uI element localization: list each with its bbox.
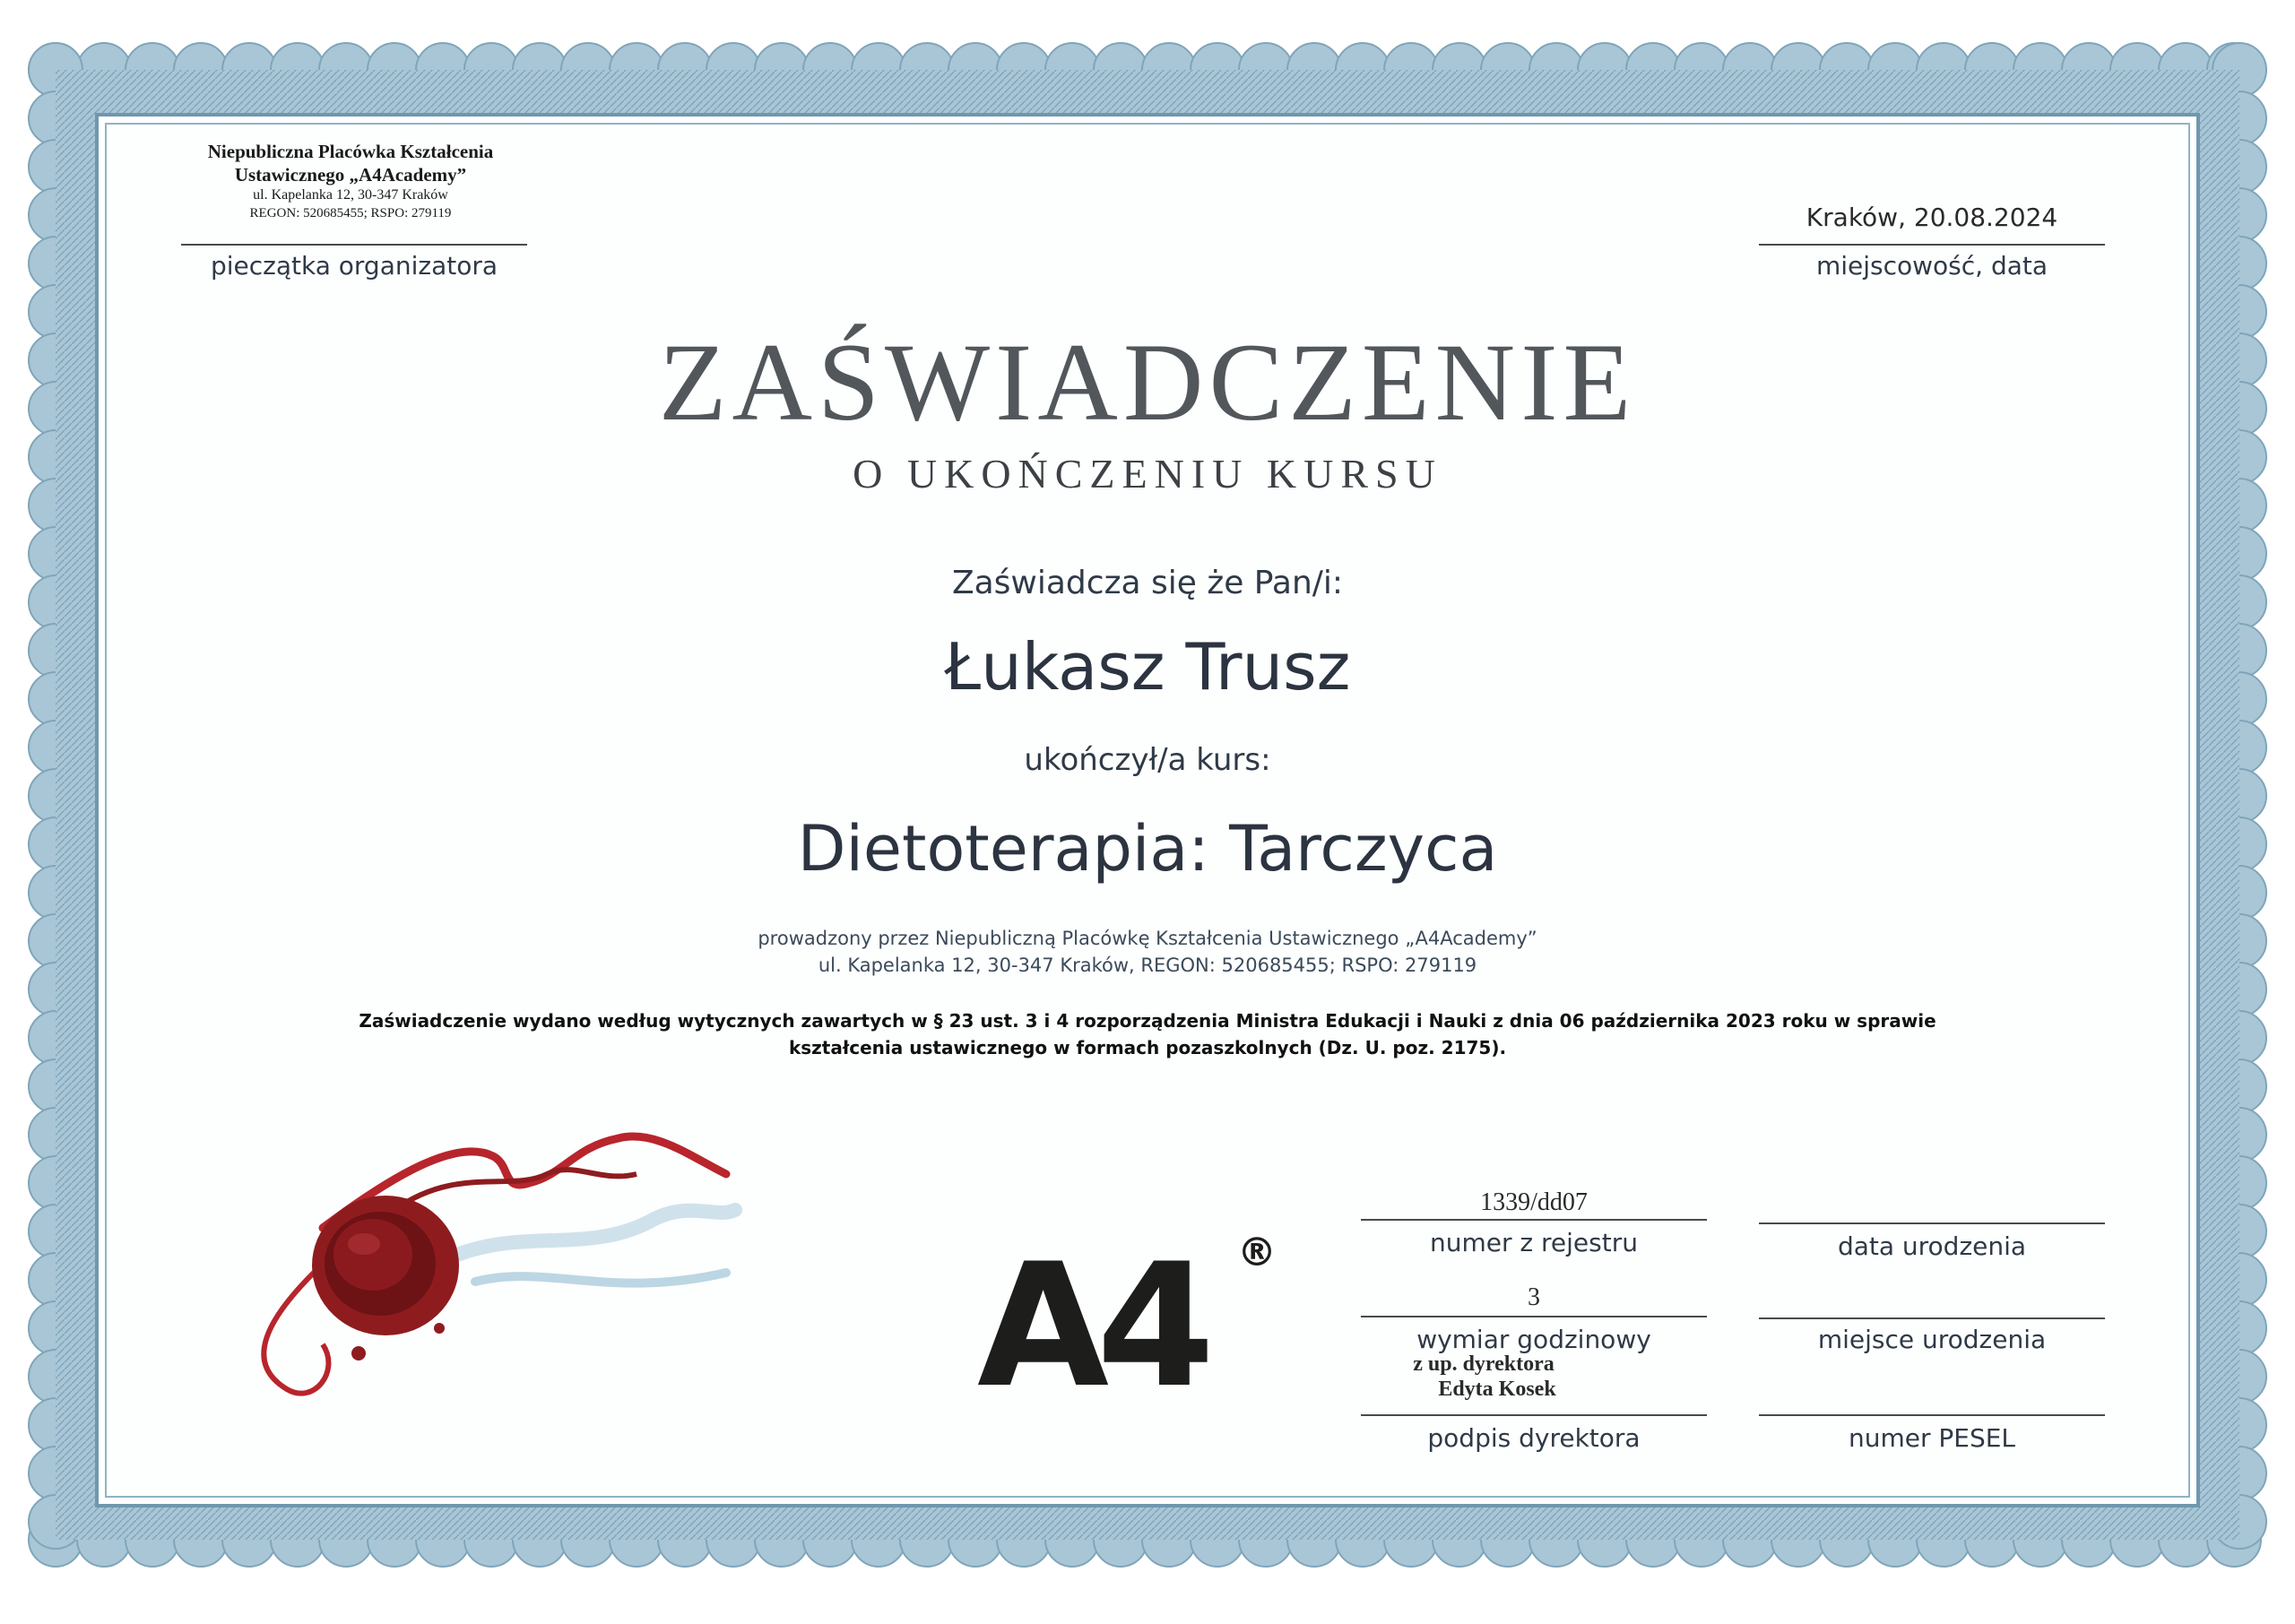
hours-underline [1361, 1316, 1707, 1317]
signature-caption: podpis dyrektora [1427, 1423, 1641, 1453]
birth-date-caption: data urodzenia [1837, 1231, 2027, 1261]
logo-text: A4 [977, 1227, 1203, 1425]
certificate-title: ZAŚWIADCZENIE [658, 321, 1637, 444]
register-number-caption: numer z rejestru [1430, 1228, 1638, 1257]
director-signature [1345, 1352, 1623, 1402]
a4-logo [977, 1227, 1277, 1425]
pesel-caption: numer PESEL [1848, 1423, 2016, 1453]
place-date-caption: miejscowość, data [1815, 251, 2048, 281]
stamp-line-2: Ustawicznego „A4Academy” [234, 164, 467, 186]
legal-basis [0, 1007, 2295, 1061]
birth-place-underline [1759, 1317, 2105, 1319]
stamp-caption: pieczątka organizatora [210, 251, 498, 281]
wax-seal-icon [188, 1120, 744, 1425]
registered-mark: ® [1237, 1230, 1277, 1275]
pesel-underline [1759, 1414, 2105, 1416]
legal-line-2: kształcenia ustawicznego w formach pozaszkolnych (Dz. U. poz. 2175). [788, 1037, 1507, 1058]
signature-line-2: Edyta Kosek [1438, 1378, 1556, 1401]
provider-line-2: ul. Kapelanka 12, 30-347 Kraków, REGON: 520685455; RSPO: 279119 [818, 955, 1477, 976]
register-number-value: 1339/dd07 [1480, 1188, 1588, 1216]
stamp-line-4: REGON: 520685455; RSPO: 279119 [249, 206, 452, 220]
birth-place-caption: miejsce urodzenia [1817, 1325, 2047, 1354]
certificate-subtitle: O UKOŃCZENIU KURSU [853, 451, 1442, 497]
stamp-line-3: ul. Kapelanka 12, 30-347 Kraków [253, 187, 448, 203]
recipient-name: Łukasz Trusz [944, 629, 1351, 704]
stamp-underline [181, 244, 527, 246]
birth-date-underline [1759, 1222, 2105, 1224]
signature-underline [1361, 1414, 1707, 1416]
legal-line-1: Zaświadczenie wydano według wytycznych zawartych w § 23 ust. 3 i 4 rozporządzenia Ministra Edukacji i Nauki z dnia 06 października 2023 roku w sprawie [359, 1010, 1936, 1032]
provider-info [0, 925, 2295, 979]
course-name: Dietoterapia: Tarczyca [797, 812, 1498, 885]
organizer-stamp [176, 140, 525, 222]
signature-line-1: z up. dyrektora [1413, 1352, 1555, 1376]
certify-line: Zaświadcza się że Pan/i: [951, 565, 1344, 601]
place-date-value: Kraków, 20.08.2024 [1806, 203, 2058, 232]
provider-line-1: prowadzony przez Niepubliczną Placówkę Kształcenia Ustawicznego „A4Academy” [758, 928, 1537, 949]
completed-line: ukończył/a kurs: [1024, 742, 1271, 778]
stamp-line-1: Niepubliczna Placówka Kształcenia [207, 141, 494, 162]
register-number-underline [1361, 1219, 1707, 1221]
hours-caption: wymiar godzinowy [1416, 1325, 1651, 1354]
hours-value: 3 [1528, 1283, 1540, 1311]
place-date-underline [1759, 244, 2105, 246]
